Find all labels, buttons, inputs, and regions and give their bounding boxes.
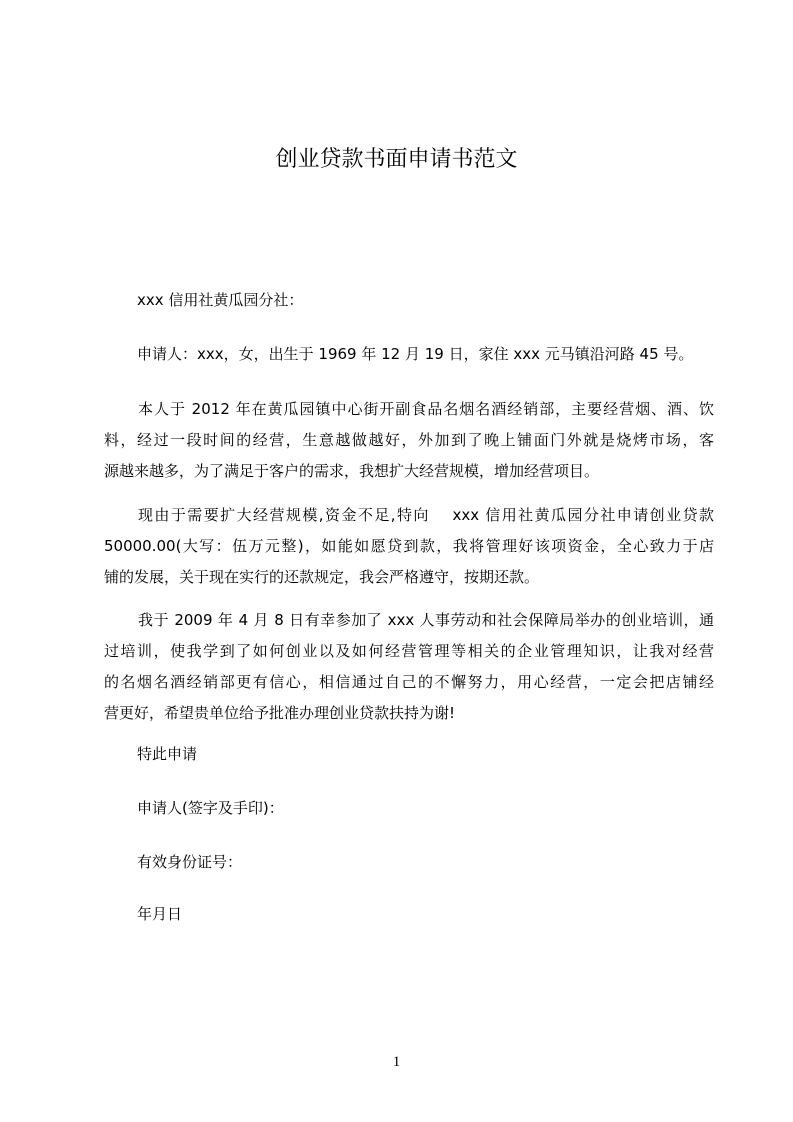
salutation: xxx 信用社黄瓜园分社： (137, 291, 304, 309)
paragraph-3-line: 过培训，使我学到了如何创业以及如何经营管理等相关的企业管理知识，让我对经营 (104, 642, 714, 660)
paragraph-1-line: 料，经过一段时间的经营，生意越做越好，外加到了晚上铺面门外就是烧烤市场，客 (104, 431, 714, 449)
closing: 特此申请 (137, 745, 198, 763)
paragraph-1-line: 源越来越多，为了满足于客户的需求，我想扩大经营规模，增加经营项目。 (104, 462, 600, 480)
paragraph-3-line: 的名烟名酒经销部更有信心，相信通过自己的不懈努力，用心经营，一定会把店铺经 (104, 673, 714, 691)
signature-line: 申请人(签字及手印)： (137, 799, 284, 817)
paragraph-2-line: 现由于需要扩大经营规模,资金不足,特向 xxx 信用社黄瓜园分社申请创业贷款 (138, 506, 714, 524)
page-number: 1 (392, 1054, 401, 1070)
paragraph-2-line: 50000.00(大写：伍万元整)，如能如愿贷到款，我将管理好该项资金，全心致力于店 (104, 537, 714, 555)
id-number-line: 有效身份证号： (137, 853, 243, 871)
document-title: 创业贷款书面申请书范文 (275, 147, 518, 172)
paragraph-3-line: 我于 2009 年 4 月 8 日有幸参加了 xxx 人事劳动和社会保障局举办的创业培训，通 (138, 611, 714, 629)
date-line: 年月日 (137, 905, 183, 923)
paragraph-2-line: 铺的发展，关于现在实行的还款规定，我会严格遵守，按期还款。 (104, 568, 540, 586)
paragraph-3-line: 营更好，希望贵单位给予批准办理创业贷款扶持为谢! (104, 704, 456, 722)
applicant-info: 申请人：xxx，女，出生于 1969 年 12 月 19 日，家住 xxx 元马镇沿河路 45 号。 (137, 345, 694, 363)
paragraph-1-line: 本人于 2012 年在黄瓜园镇中心街开副食品名烟名酒经销部，主要经营烟、酒、饮 (138, 400, 714, 418)
